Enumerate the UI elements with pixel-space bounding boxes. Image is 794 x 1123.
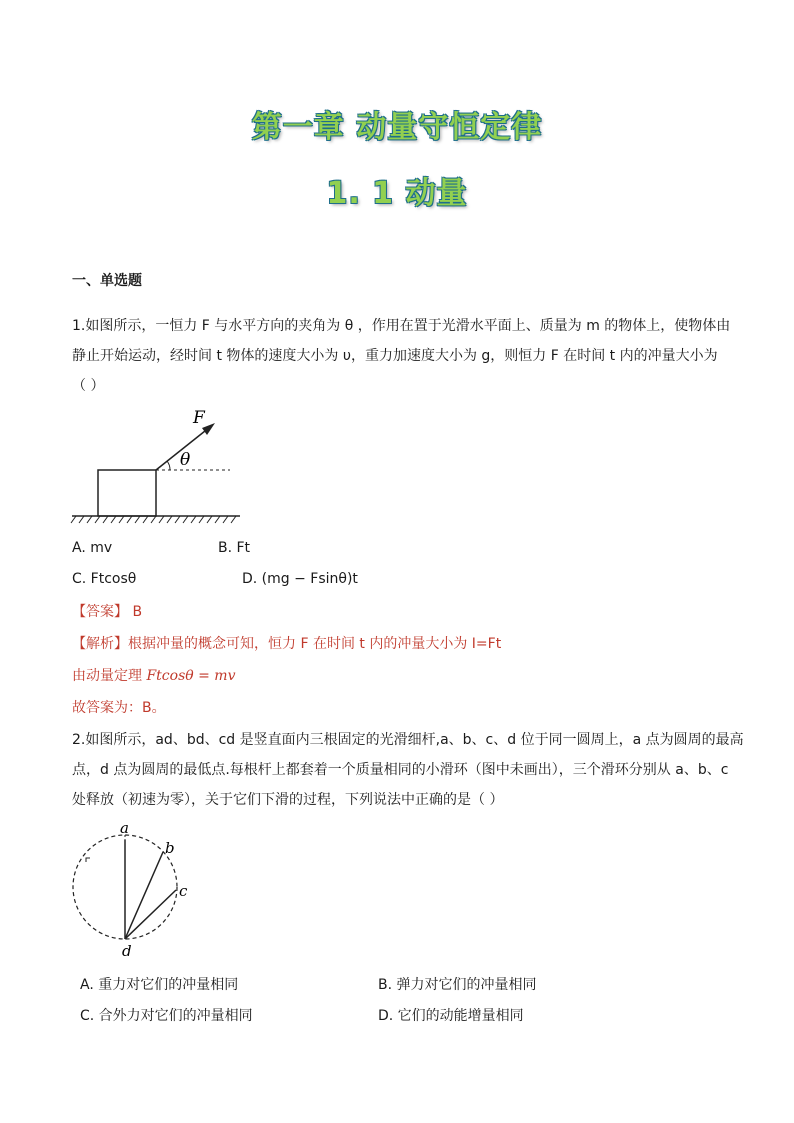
q1-conclusion: 故答案为：B。 (72, 700, 166, 716)
q1-line-1: 1.如图所示，一恒力 F 与水平方向的夹角为 θ ，作用在置于光滑水平面上、质量为 m 的物体上，使物体由 (72, 318, 731, 334)
section-heading: 一、单选题 (72, 273, 142, 289)
force-label: F (193, 408, 205, 428)
q1-theorem (72, 666, 236, 686)
q1-option-a[interactable]: A. mv (72, 540, 113, 556)
q1-figure-force-diagram (70, 404, 245, 526)
q1-option-b[interactable]: B. Ft (218, 540, 251, 556)
q1-option-c[interactable]: C. Ftcosθ (72, 571, 137, 587)
q2-option-c[interactable]: C. 合外力对它们的冲量相同 (80, 1008, 253, 1024)
q1-option-d[interactable]: D. (mg − Fsinθ)t (242, 571, 358, 587)
q2-line-2: 点，d 点为圆周的最低点.每根杆上都套着一个质量相同的小滑环（图中未画出），三个滑环分别从 a、b、c (72, 762, 729, 778)
q1-line-3: （ ） (72, 378, 105, 394)
theorem-prefix: 由动量定理 (72, 668, 147, 684)
analysis-tag: 【解析】 (72, 636, 128, 652)
q2-line-3: 处释放（初速为零），关于它们下滑的过程，下列说法中正确的是（ ） (72, 792, 504, 808)
q2-option-a[interactable]: A. 重力对它们的冲量相同 (80, 977, 239, 993)
q1-line-2: 静止开始运动，经时间 t 物体的速度大小为 υ，重力加速度大小为 g，则恒力 F 在时间 t 内的冲量大小为 (72, 348, 718, 364)
q2-option-d[interactable]: D. 它们的动能增量相同 (378, 1008, 524, 1024)
q2-figure-circle-rods (66, 820, 206, 960)
analysis-text: 根据冲量的概念可知，恒力 F 在时间 t 内的冲量大小为 I=Ft (128, 636, 502, 652)
chapter-title: 第一章 动量守恒定律 (251, 110, 543, 145)
section-title: 1. 1 动量 (326, 176, 468, 211)
answer-tag: 【答案】 (72, 604, 128, 620)
q1-analysis (72, 634, 501, 654)
theta-label: θ (180, 450, 191, 470)
point-c: c (179, 882, 188, 900)
theorem-equation: Ftcosθ = mv (146, 668, 236, 684)
q1-answer (72, 602, 142, 622)
q2-line-1: 2.如图所示，ad、bd、cd 是竖直面内三根固定的光滑细杆,a、b、c、d 位于同一圆周上，a 点为圆周的最高 (72, 732, 744, 748)
block (98, 470, 156, 516)
point-d: d (122, 942, 132, 960)
point-a: a (120, 820, 129, 837)
q2-option-b[interactable]: B. 弹力对它们的冲量相同 (378, 977, 537, 993)
answer-value: B (132, 604, 143, 620)
point-b: b (165, 839, 175, 857)
